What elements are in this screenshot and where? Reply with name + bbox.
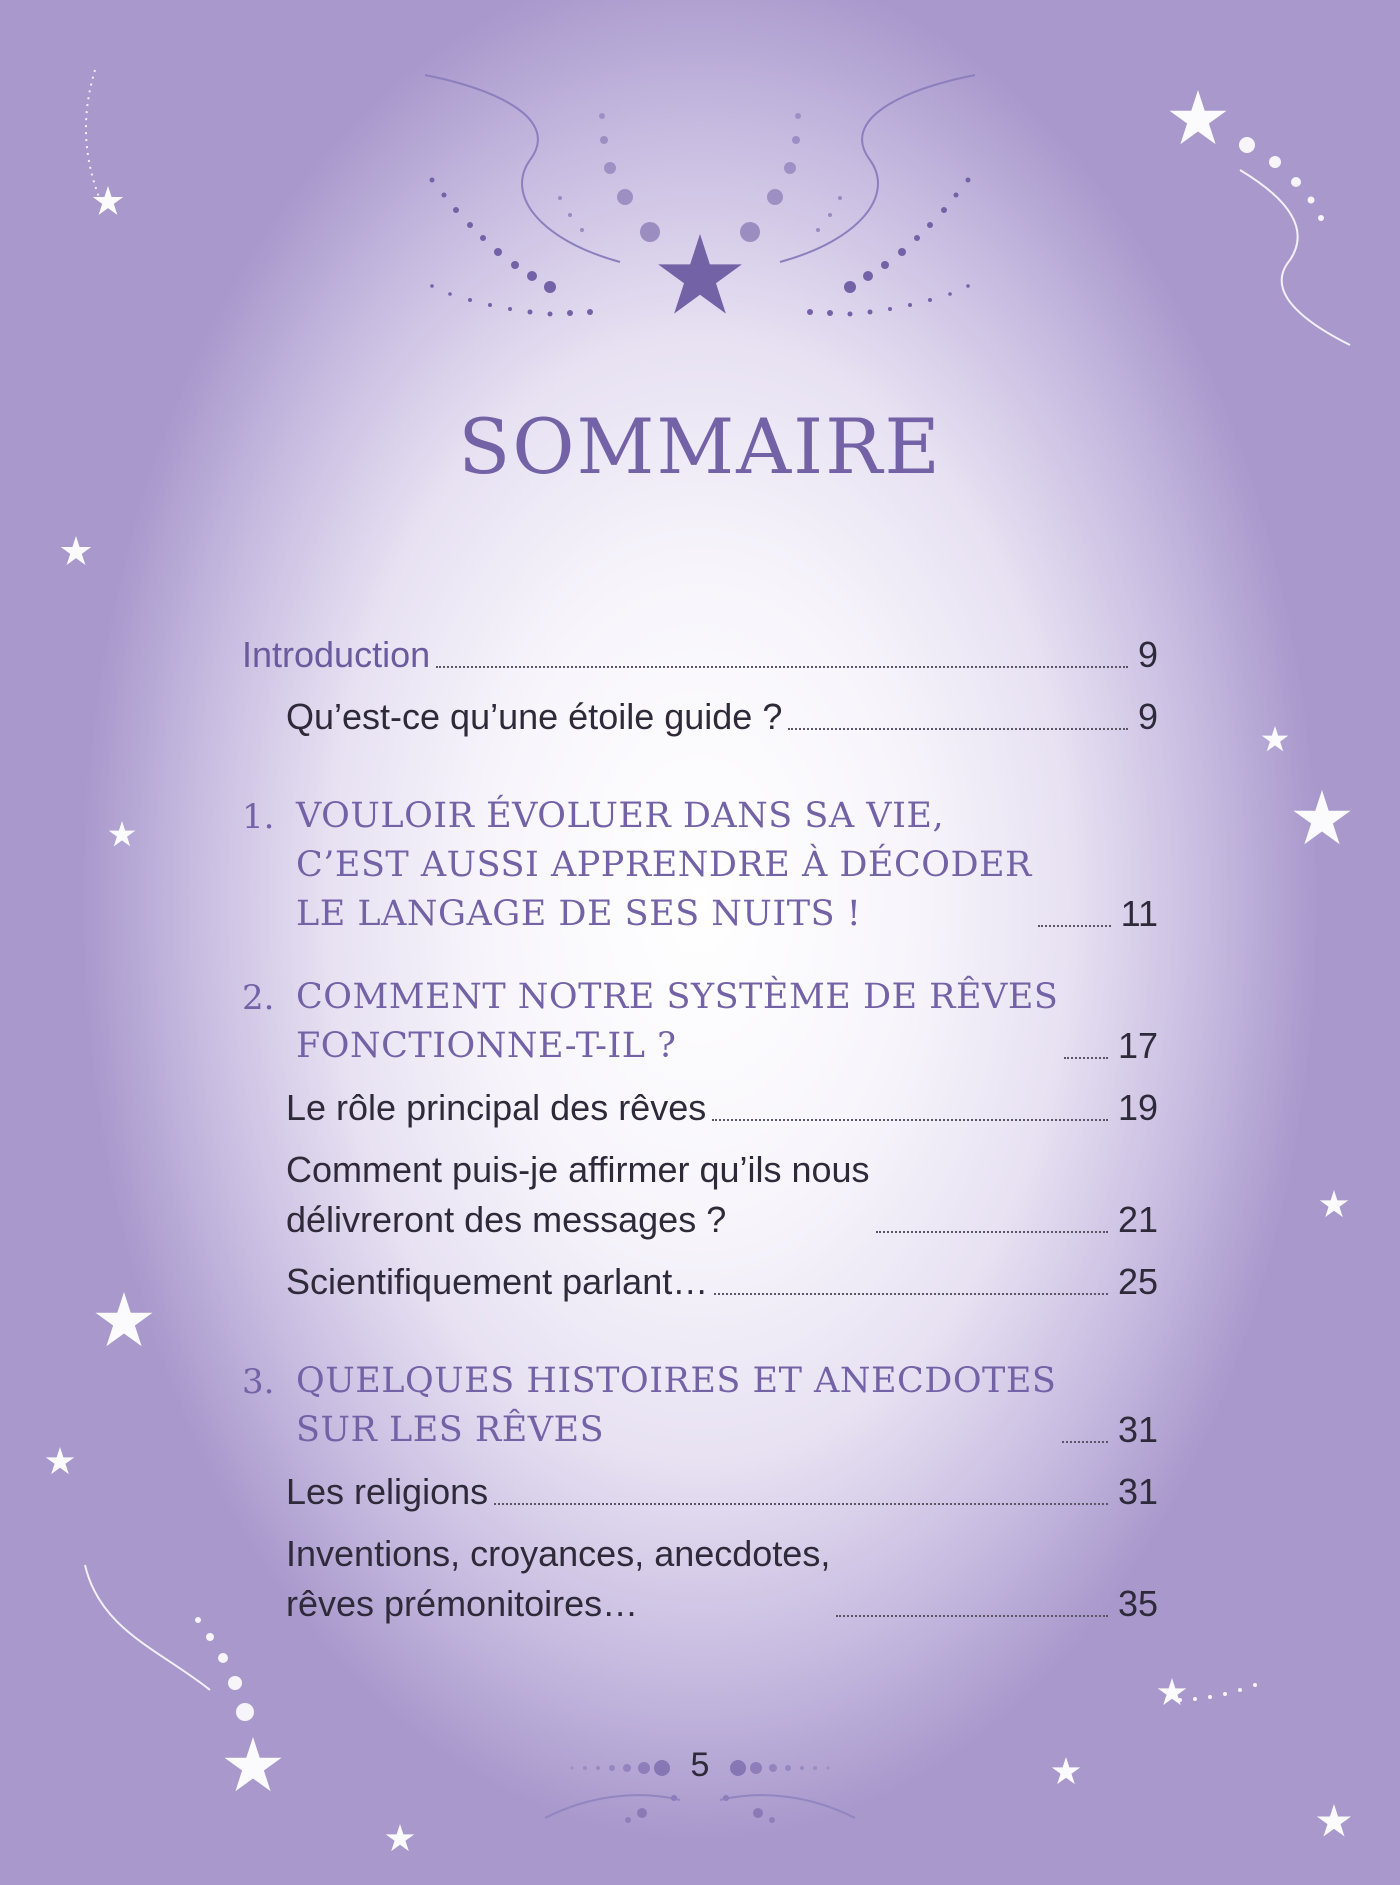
toc-entry-page: 11 <box>1120 893 1158 934</box>
toc-entry-introduction[interactable] <box>242 630 1158 680</box>
chapter-title: VOULOIR ÉVOLUER DANS SA VIE, C’EST AUSSI APPRENDRE À DÉCODER LE LANGAGE DE SES NUITS ! <box>296 796 1032 934</box>
toc-chapter-2[interactable] <box>242 973 1158 1071</box>
toc-entry-page: 35 <box>1117 1583 1158 1624</box>
dot-leader <box>712 1119 1108 1121</box>
chapter-title: COMMENT NOTRE SYSTÈME DE RÊVES FONCTIONNE-T-IL ? <box>296 977 1059 1066</box>
toc-entry-label: Inventions, croyances, anecdotes, rêves prémonitoires… <box>286 1533 831 1624</box>
toc-entry-page: 9 <box>1137 696 1158 737</box>
toc-chapter-1[interactable] <box>242 792 1158 939</box>
toc-entry-label: Introduction <box>242 634 431 675</box>
toc-entry-intro-sub[interactable] <box>242 692 1158 742</box>
chapter-number: 3. <box>242 1362 275 1402</box>
toc-entry-label: Le rôle principal des rêves <box>286 1087 707 1128</box>
toc-entry-page: 25 <box>1117 1261 1158 1302</box>
toc-entry-page: 31 <box>1117 1471 1158 1512</box>
toc-section-2-3[interactable] <box>242 1257 1158 1307</box>
dot-leader <box>836 1615 1108 1617</box>
toc-section-2-2[interactable] <box>242 1145 1158 1245</box>
dot-leader <box>788 728 1128 730</box>
toc-entry-page: 21 <box>1117 1199 1158 1240</box>
dot-leader <box>1038 925 1111 927</box>
toc-entry-page: 17 <box>1117 1025 1158 1066</box>
toc-entry-label: Comment puis-je affirmer qu’ils nous délivreront des messages ? <box>286 1149 870 1240</box>
toc-entry-label: Qu’est-ce qu’une étoile guide ? <box>286 696 783 737</box>
toc-entry-label: Les religions <box>286 1471 489 1512</box>
chapter-title: QUELQUES HISTOIRES ET ANECDOTES SUR LES RÊVES <box>296 1361 1057 1450</box>
toc-entry-page: 31 <box>1117 1409 1158 1450</box>
toc-entry-label: Scientifiquement parlant… <box>286 1261 709 1302</box>
toc-section-2-1[interactable] <box>242 1083 1158 1133</box>
page-title: SOMMAIRE <box>458 402 942 491</box>
toc-chapter-3[interactable] <box>242 1357 1158 1455</box>
toc-entry-page: 19 <box>1117 1087 1158 1128</box>
table-of-contents <box>242 630 1158 1629</box>
chapter-number: 1. <box>242 797 275 837</box>
dot-leader <box>714 1293 1108 1295</box>
toc-section-3-2[interactable] <box>242 1529 1158 1629</box>
page-number: 5 <box>690 1746 710 1784</box>
top-ornament <box>425 75 975 317</box>
dot-leader <box>1064 1057 1108 1059</box>
chapter-number: 2. <box>242 978 275 1018</box>
dot-leader <box>436 666 1128 668</box>
dot-leader <box>876 1231 1108 1233</box>
dot-leader <box>494 1503 1108 1505</box>
dot-leader <box>1062 1441 1108 1443</box>
toc-entry-page: 9 <box>1137 634 1158 675</box>
toc-section-3-1[interactable] <box>242 1467 1158 1517</box>
